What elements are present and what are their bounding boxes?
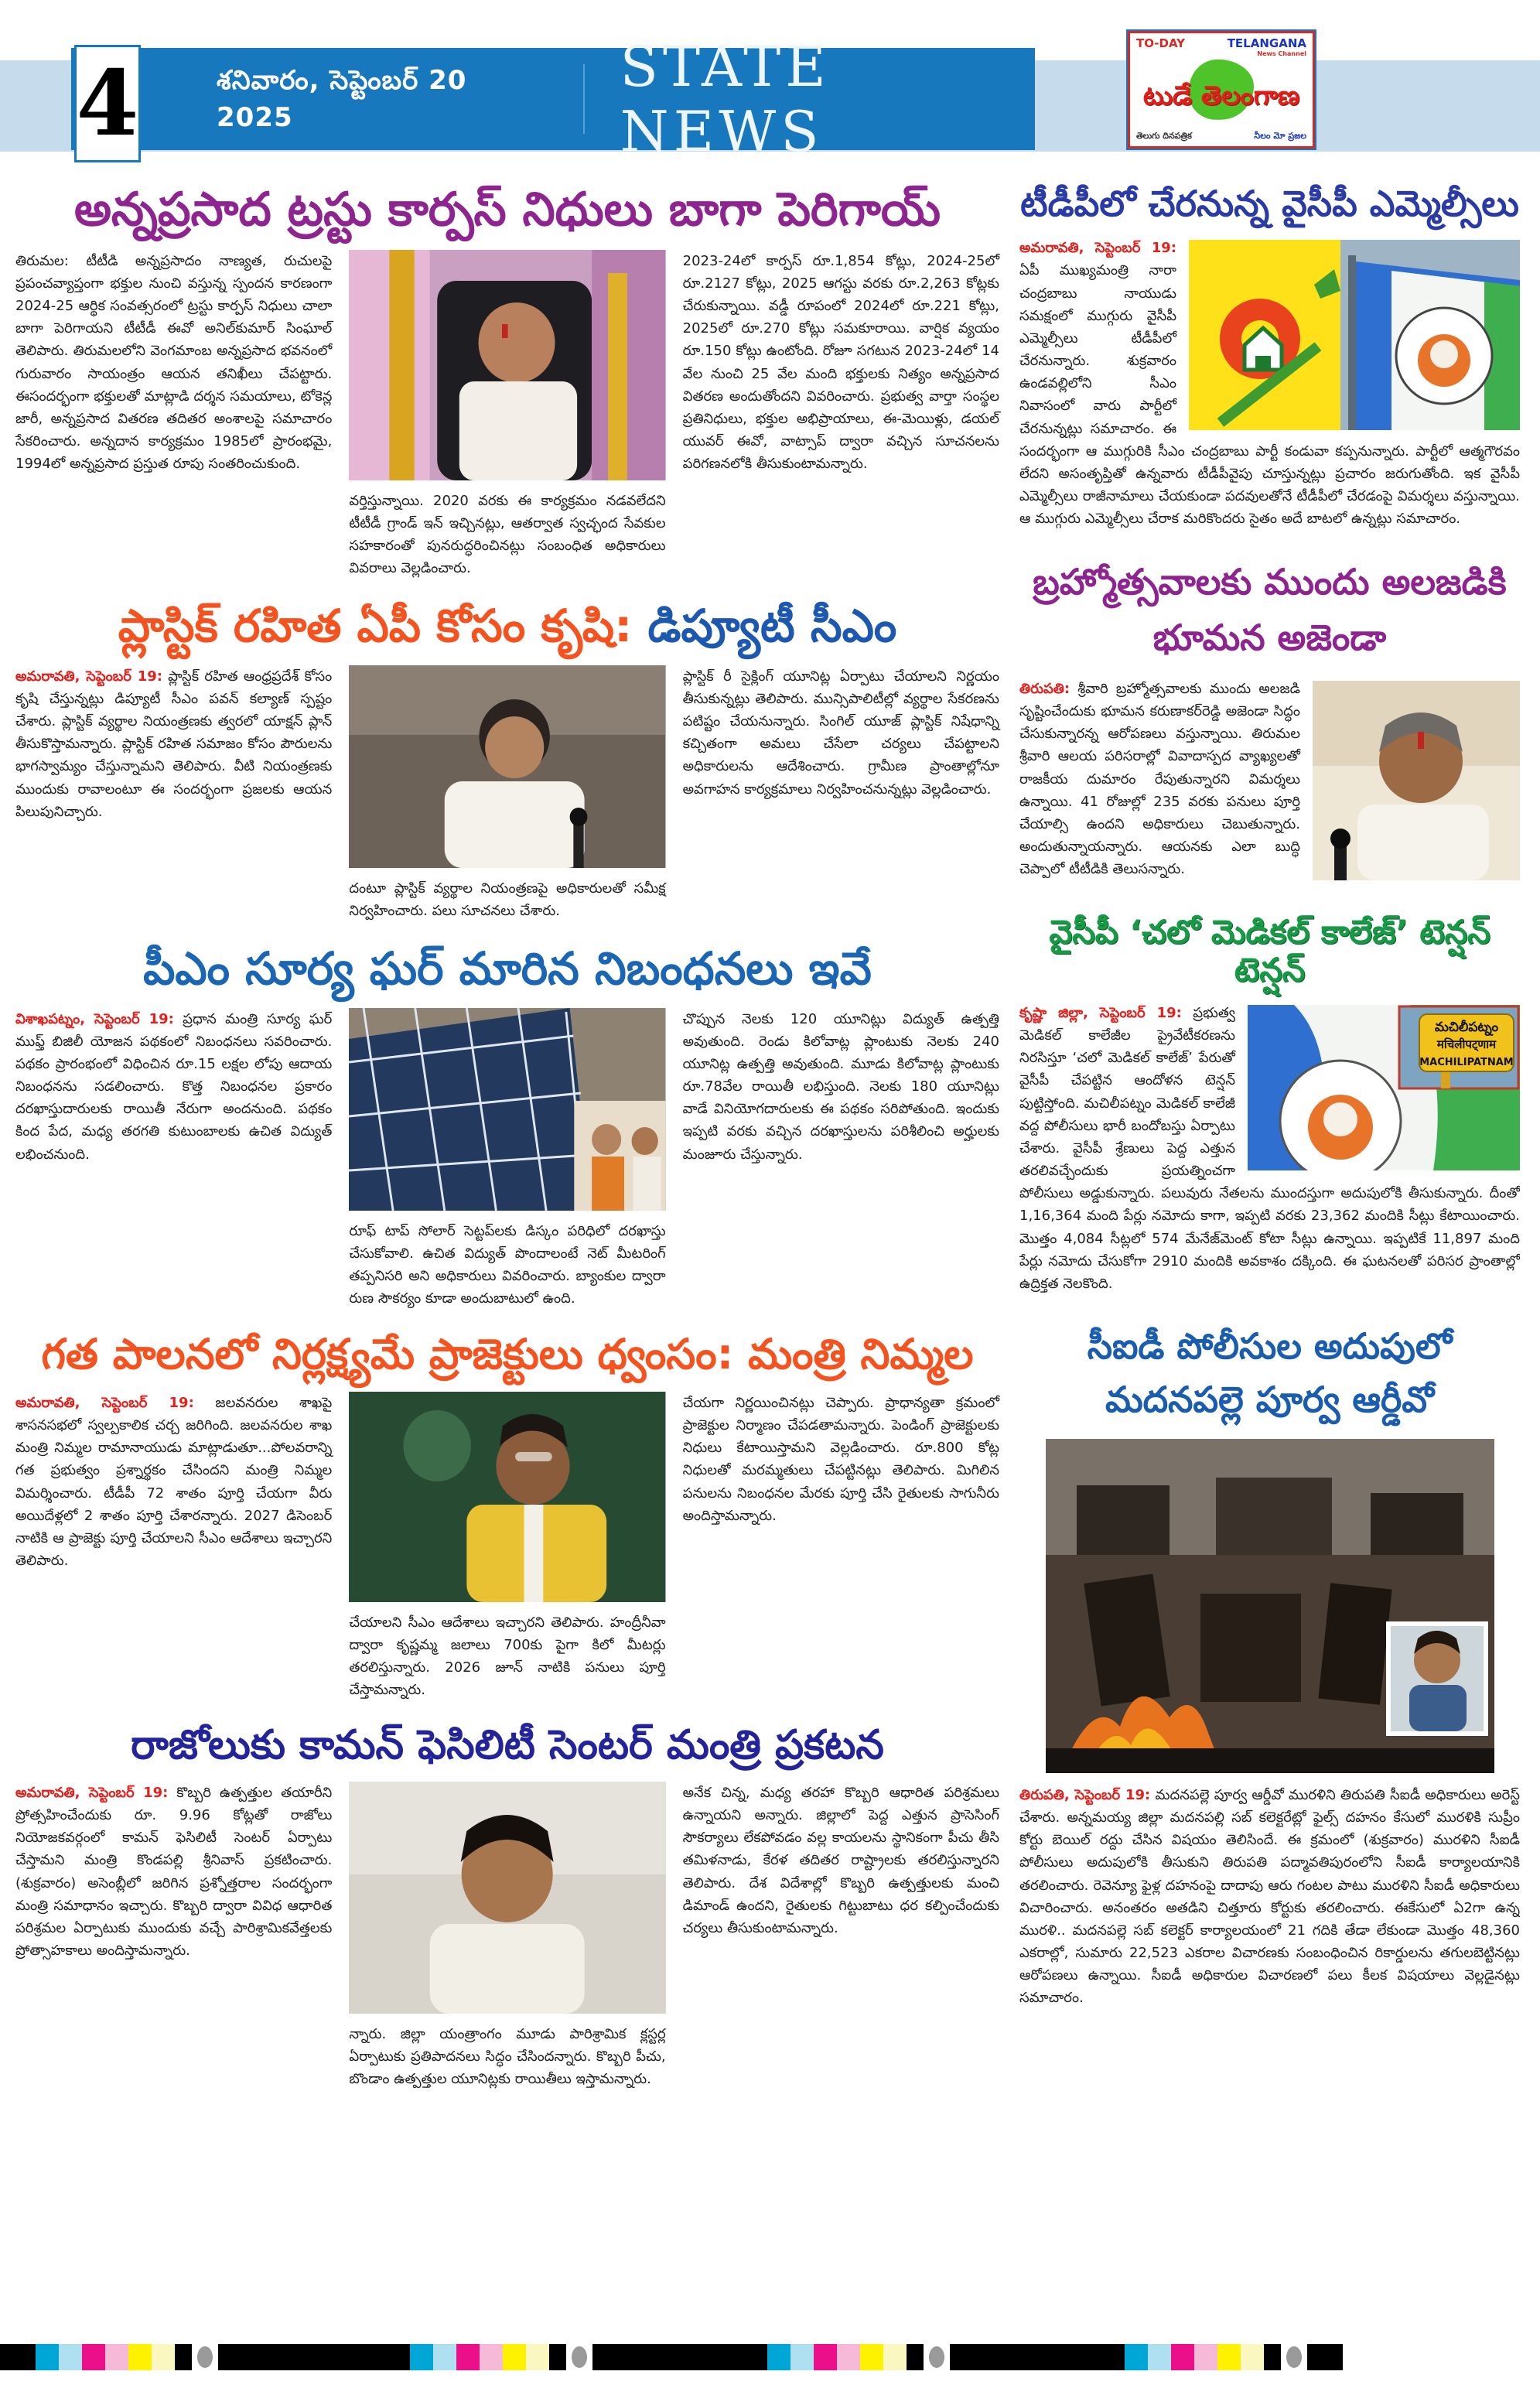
article-headline: అన్నప్రసాద ట్రస్టు కార్పస్ నిధులు బాగా పెరిగాయ్: [73, 183, 941, 237]
dateline: అమరావతి, సెప్టెంబర్ 19:: [15, 1784, 169, 1801]
svg-text:మచిలీపట్నం: మచిలీపట్నం: [1434, 1019, 1499, 1035]
article-headline: వైసీపీ ‘చలో మెడికల్ కాలేజ్’ టెన్షన్ టెన్షన్: [1049, 912, 1490, 989]
article-projects-neglect: [15, 1330, 999, 1701]
article-headline: రాజోలుకు కామన్ ఫెసిలిటీ సెంటర్ మంత్రి ప్రకటన: [131, 1721, 884, 1768]
dateline: తిరుపతి:: [1019, 680, 1070, 697]
article-headline: పీఎం సూర్య ఘర్ మారిన నిబంధనలు ఇవే: [143, 942, 872, 996]
article-headline: టీడీపీలో చేరనున్న వైసీపీ ఎమ్మెల్సీలు: [1020, 183, 1519, 224]
dateline: తిరుపతి, సెప్టెంబర్ 19:: [1019, 1787, 1151, 1804]
article-headline: బ్రహ్మోత్సవాలకు ముందు అలజడికి భూమన అజెండా: [1033, 561, 1507, 658]
article-text: తిరుపతి, సెప్టెంబర్ 19: మదనపల్లె పూర్వ ఆర్డీవో మురళిని తిరుపతి సీఐడీ అధికారులు అరెస్ట్ చేశారు. అన్నమయ్య జిల్లా మదనపల్లి సబ్ కలెక్టరేట్లో ఫైల్స్ దహనం కేసులో మురళికి సుప్రీం కోర్టు బెయిల్ రద్దు చేసిన విషయం తెలిసిందే. ఈ క్రమంలో (శుక్రవారం) మురళిని సీఐడీ పోలీసులు అదుపులోకి తీసుకుని తిరుపతి పద్మావతిపురంలోని సీఐడీ కార్యాలయానికి తరలించారు. రెవెన్యూ ఫైళ్ల దహనంపై దాదాపు ఆరు గంటల పాటు మురళిని సీఐడీ అధికారులు విచారించారు. అనంతరం అతడిని చిత్తూరు కోర్టుకు తరలించారు. ఈకేసులో ఏ2గా ఉన్న మురళి.. మదనపల్లె సబ్ కలెక్టర్ కార్యాలయంలో 21 గదికి తేడా లేకుండా మొత్తం 48,360 ఎకరాల్లో, సుమారు 22,523 ఎకరాల విచారణకు సంబంధించిన రికార్డులను తగులబెట్టినట్లు ఆరోపణలు ఉన్నాయి. సీఐడీ అధికారుల విచారణలో పలు కీలక విషయాలు వెల్లడైనట్లు సమాచారం.: [1019, 1787, 1520, 2007]
article-plastic-free-ap: [15, 600, 999, 922]
article-text-col2: రూఫ్ టాప్ సోలార్ సెట్టప్‌లకు డిస్కం పరిధిలో దరఖాస్తు చేసుకోవాలి. ఉచిత విద్యుత్ పొందాలంటే నెట్ మీటరింగ్ తప్పనిసరి అని అధికారులు వివరించారు. బ్యాంకుల ద్వారా రుణ సౌకర్యం కూడా అందుబాటులో ఉంది.: [349, 1222, 666, 1307]
pawan-kalyan-photo: [349, 665, 665, 868]
article-text-col3: చేయగా నిర్ణయించినట్లు చెప్పారు. ప్రాధాన్యతా క్రమంలో ప్రాజెక్టుల నిర్మాణం చేపడతామన్నారు. పెండింగ్ ప్రాజెక్టులకు నిధులు కేటాయిస్తామని వెల్లడించారు. రూ.800 కోట్ల నిధులతో మరమ్మతులు చేపట్టినట్లు తెలిపారు. మిగిలిన పనులను నిబంధనల మేరకు పూర్తి చేసి రైతులకు సాగునీరు అందిస్తామన్నారు.: [682, 1394, 999, 1524]
tdp-ysrcp-flags-photo: [1189, 240, 1520, 430]
article-bhumana-agenda: [1019, 547, 1520, 888]
article-text-col3: 2023-24లో కార్పస్ రూ.1,854 కోట్లు, 2024-25లో రూ.2127 కోట్లు, 2025 ఆగస్టు వరకు రూ.2,263 కోట్లకు చేరుకున్నాయి. వడ్డీ రూపంలో 2024లో రూ.221 కోట్లు, 2025లో రూ.270 కోట్లు సమకూరాయి. వార్షిక వ్యయం రూ.150 కోట్లు ఉంటోంది. రోజూ సగటున 2023-24లో 14 వేల నుంచి 25 వేల మంది భక్తులకు నిత్యం అన్నప్రసాద వితరణ అందుతోందని వివరించారు. ప్రభుత్వ వార్తా సంస్థల ప్రతినిధులు, భక్తుల అభిప్రాయాలు, ఈ-మెయిళ్లు, డయల్ యువర్ ఈవో, వాట్సాప్ ద్వారా వచ్చిన సూచనలను పరిగణనలోకి తీసుకుంటామన్నారు.: [682, 252, 999, 473]
calibration-group: [0, 2344, 393, 2370]
article-text-col2: చేయాలని సీఎం ఆదేశాలు ఇచ్చారని తెలిపారు. హంద్రీనీవా ద్వారా కృష్ణమ్మ జలాలు 700కు పైగా కిలో మీటర్లు తరలిస్తున్నారు. 2026 జూన్ నాటికి పనులు పూర్తి చేస్తామన్నారు.: [349, 1614, 666, 1699]
article-text-col2: న్నారు. జిల్లా యంత్రాంగం మూడు పారిశ్రామిక క్లస్టర్ల ఏర్పాటుకు ప్రతిపాదనలు సిద్ధం చేసిందన్నారు. కొబ్బరి పీచు, బొండాం ఉత్పత్తుల యూనిట్లకు రాయితీలు ఇస్తామన్నారు.: [349, 2025, 666, 2088]
calibration-group: [767, 2344, 1125, 2370]
dateline: అమరావతి, సెప్టెంబర్ 19:: [1019, 240, 1176, 257]
color-calibration-bar: [0, 2342, 1540, 2373]
edition-date: శనివారం, సెప్టెంబర్ 20 2025: [217, 65, 467, 133]
burnt-office-fire-photo: [1046, 1439, 1494, 1773]
svg-text:MACHILIPATNAM: MACHILIPATNAM: [1419, 1056, 1514, 1068]
dateline: అమరావతి, సెప్టెంబర్ 19:: [15, 1394, 194, 1411]
article-text-col1: తిరుమల: టీటీడి అన్నప్రసాదం నాణ్యత, రుచులపై ప్రపంచవ్యాప్తంగా భక్తుల నుంచి వస్తున్న స్పందన కారణంగా 2024-25 ఆర్థిక సంవత్సరంలో ట్రస్టు కార్పస్ నిధులు చాలా బాగా పెరిగాయని టీటీడీ ఈవో అనిల్‌కుమార్ సింఘాల్ తెలిపారు. తిరుమలలోని వెంగమాంబ అన్నప్రసాద భవనంలో గురువారం సాయంత్రం ఆయన తనిఖీలు చేపట్టారు. ఈసందర్భంగా భక్తులతో మాట్లాడి దర్శన సమయాలు, టోకెన్ల జారీ, అన్నప్రసాద వితరణ తదితర అంశాలపై సమాచారం సేకరించారు. అన్నదాన కార్యక్రమం 1985లో ప్రారంభమై, 1994లో అన్నప్రసాద ప్రస్తుత రూపు సంతరించుకుంది.: [15, 252, 333, 473]
page-number: 4: [76, 51, 139, 156]
article-rajolu-facility-center: [15, 1722, 999, 2091]
dateline: కృష్ణా జిల్లా, సెప్టెంబర్ 19:: [1019, 1004, 1182, 1021]
bhumana-portrait-photo: [1313, 681, 1520, 880]
minister-nimmala-photo: [349, 1392, 665, 1602]
arrested-officer-inset: [1386, 1621, 1488, 1736]
article-text-col1: అమరావతి, సెప్టెంబర్ 19: జలవనరుల శాఖపై శాసనసభలో స్వల్పకాలిక చర్చ జరిగింది. జలవనరుల శాఖ మంత్రి నిమ్మల రామానాయుడు మాట్లాడుతూ...పోలవరాన్ని గత ప్రభుత్వం ప్రశ్నార్థకం చేసిందని మంత్రి నిమ్మల విమర్శించారు. టీడీపీ 72 శాతం పూర్తి చేయగా వీరు అయిదేళ్లలో 2 శాతం పూర్తి చేశారన్నారు. 2027 డిసెంబర్ నాటికి ఆ ప్రాజెక్టు పూర్తి చేయాలని సీఎం ఆదేశాలు ఇచ్చారని తెలిపారు.: [15, 1394, 333, 1570]
machilipatnam-sign: [1399, 1006, 1518, 1088]
dateline: అమరావతి, సెప్టెంబర్ 19:: [15, 668, 162, 685]
article-annaprasad-trust: [15, 183, 999, 579]
dateline: విశాఖపట్నం, సెప్టెంబర్ 19:: [15, 1010, 174, 1027]
logo-script-text: టుడే తెలంగాణ: [1142, 80, 1300, 111]
article-text: తిరుపతి: శ్రీవారి బ్రహ్మోత్సవాలకు ముందు అలజడి సృష్టించేందుకు భూమన కరుణాకర్‌రెడ్డి అజెండా సిద్ధం చేసుకున్నారన్న ఆరోపణలు వస్తున్నాయి. తిరుమల శ్రీవారి ఆలయ పరిసరాల్లో వివాదాస్పద వ్యాఖ్యలతో రాజకీయ దుమారం రేపుతున్నారని విమర్శలు ఉన్నాయి. 41 రోజుల్లో 235 వరకు పనులు పూర్తి చేయాల్సి ఉందని అధికారులు చెబుతున్నారు. అందుతున్నాయన్నారు. ఆయనకు ఎలా బుద్ధి చెప్పాలో టీటీడికి తెలుసన్నారు.: [1019, 680, 1300, 878]
masthead: [0, 0, 1540, 164]
newspaper-logo: [1128, 31, 1315, 149]
calibration-group: [1125, 2344, 1343, 2370]
logo-today-text: TO-DAY: [1136, 36, 1185, 50]
article-text-col2: వర్తిస్తున్నాయి. 2020 వరకు ఈ కార్యక్రమం నడవలేదని టీటీడీ గ్రాండ్ ఇన్ ఇచ్చినట్లు, ఆతర్వాత స్వచ్ఛంద సేవకుల సహకారంతో పునరుద్ధరించినట్లు సంబంధిత అధికారులు వివరాలు వెల్లడించారు.: [349, 492, 666, 577]
ysrcp-flag-machilipatnam-photo: [1248, 1005, 1520, 1170]
logo-tagline-right: నీలం మో ప్రజల: [1254, 131, 1306, 141]
article-text-col3: అనేక చిన్న, మధ్య తరహా కొబ్బరి ఆధారిత పరిశ్రమలు ఉన్నాయని అన్నారు. జిల్లాలో పెద్ద ఎత్తున ప్రాసెసింగ్ సౌకర్యాలు లేకపోవడం వల్ల కాయలను స్థానికంగా పీచు తీసి తమిళనాడు, కేరళ తదితర రాష్ట్రాలకు తరలిస్తున్నారని తెలిపారు. దేశ విదేశాల్లో కొబ్బరి ఉత్పత్తులకు మంచి డిమాండ్ ఉందని, రైతులకు గిట్టుబాటు ధర కల్పించేందుకు చర్యలు తీసుకుంటామన్నారు.: [682, 1784, 999, 1936]
right-column: [1019, 175, 1520, 2328]
article-text-col3: ప్లాస్టిక్ రీ సైక్లింగ్ యూనిట్ల ఏర్పాటు చేయాలని నిర్ణయం తీసుకున్నట్లు తెలిపారు. మున్సిపాలిటీల్లో వ్యర్థాల సేకరణను పటిష్టం చేయనున్నారు. సింగిల్ యూజ్ ప్లాస్టిక్ నిషేధాన్ని కచ్చితంగా అమలు చేసేలా చర్యలు చేపట్టాలని అధికారులను ఆదేశించారు. గ్రామీణ ప్రాంతాల్లోనూ అవగాహన కార్యక్రమాలు నిర్వహించనున్నట్లు వెల్లడించారు.: [682, 668, 999, 798]
article-text-col1: అమరావతి, సెప్టెంబర్ 19: ప్లాస్టిక్ రహిత ఆంధ్రప్రదేశ్ కోసం కృషి చేస్తున్నట్లు డిప్యూటీ సీఎం పవన్ కల్యాణ్ స్పష్టం చేశారు. ప్లాస్టిక్ వ్యర్థాల నియంత్రణకు త్వరలో యాక్షన్ ప్లాన్ తీసుకొస్తామన్నారు. ప్లాస్టిక్ రహిత సమాజం కోసం పౌరులను భాగస్వామ్యం చేస్తున్నామని తెలిపారు. వీటి నియంత్రణకు ముందుకు రావాలంటూ ఈ సందర్భంగా ప్రజలకు ఆయన పిలుపునిచ్చారు.: [15, 668, 333, 820]
masthead-bar: [71, 34, 1035, 164]
logo-subtitle: News Channel: [1257, 50, 1306, 57]
article-headline: సీఐడీ పోలీసుల అదుపులో మదనపల్లె పూర్వ ఆర్డీవో: [1087, 1325, 1453, 1421]
page-content: [0, 164, 1540, 2328]
article-text: కృష్ణా జిల్లా, సెప్టెంబర్ 19: ప్రభుత్వ మెడికల్ కాలేజీల ప్రైవేటీకరణను నిరసిస్తూ ‘చలో మెడికల్ కాలేజ్’ పేరుతో వైసీపీ చేపట్టిన ఆందోళన టెన్షన్ పుట్టిస్తోంది. మచిలీపట్నం మెడికల్ కాలేజీ వద్ద పోలీసులు భారీ బందోబస్తు ఏర్పాటు చేశారు. వైసీపీ శ్రేణులు పెద్ద ఎత్తున తరలివచ్చేందుకు ప్రయత్నించగా పోలీసులు అడ్డుకున్నారు. పలువురు నేతలను ముందస్తుగా అదుపులోకి తీసుకున్నారు. దీంతో 1,16,364 మంది పేర్లు నమోదు కాగా, ఇప్పటి వరకు 23,362 మందికి సీట్లు కేటాయించారు. మొత్తం 4,084 సీట్లలో 574 మేనేజ్‌మెంట్ కోటా సీట్లు ఉన్నాయి. ఇప్పటికే 11,897 మంది పేర్లు నమోదు చేసుకోగా 2910 మందికి అవకాశం దక్కింది. ఈ ఘటనలతో పరిసర ప్రాంతాల్లో ఉద్రిక్తత నెలకొంది.: [1019, 1004, 1520, 1292]
article-pm-surya-ghar: [15, 942, 999, 1310]
logo-telangana-text: TELANGANA News Channel: [1227, 36, 1306, 57]
solar-panels-photo: [349, 1008, 665, 1211]
svg-text:मचिलीपट्णाम: मचिलीपट्णाम: [1436, 1037, 1497, 1051]
section-title: STATE NEWS: [620, 34, 831, 164]
page-number-box: [74, 45, 141, 162]
article-text: అమరావతి, సెప్టెంబర్ 19: ఏపీ ముఖ్యమంత్రి నారా చంద్రబాబు నాయుడు సమక్షంలో ముగ్గురు వైసీపీ ఎమ్మెల్సీలు టీడీపీలో చేరనున్నారు. శుక్రవారం ఉండవల్లిలోని సీఎం నివాసంలో వారు పార్టీలో చేరనున్నట్లు సమాచారం. ఈ సందర్భంగా ఆ ముగ్గురికి సీఎం చంద్రబాబు పార్టీ కండువా కప్పనున్నారు. పార్టీలో ఆత్మగౌరవం లేదని అసంతృప్తితో ఉన్నవారు టీడీపీవైపు చూస్తున్నట్లు ప్రచారం జరుగుతోంది. ఇక వైసీపీ ఎమ్మెల్సీలు రాజీనామాలు చేయకుండా పదవులతోనే టీడీపీలో చేరడంపై విమర్శలు వస్తున్నాయి. ఆ ముగ్గురు ఎమ్మెల్సీలు చేరాక మరికొందరు సైతం అదే బాటలో ఉన్నట్లు సమాచారం.: [1019, 240, 1520, 528]
masthead-divider: [583, 64, 585, 134]
article-headline: గత పాలనలో నిర్లక్ష్యమే ప్రాజెక్టులు ధ్వంసం: మంత్రి నిమ్మల: [41, 1330, 974, 1379]
calibration-group: [393, 2344, 767, 2370]
article-chalo-medical-college: [1019, 905, 1520, 1295]
article-headline: ప్లాస్టిక్ రహిత ఏపీ కోసం కృషి: డిప్యూటీ సీఎం: [118, 600, 897, 653]
article-text-col2: దంటూ ప్లాస్టిక్ వ్యర్థాల నియంత్రణపై అధికారులతో సమీక్ష నిర్వహించారు. పలు సూచనలు చేశారు.: [349, 880, 666, 920]
minister-kondapalli-photo: [349, 1782, 665, 2014]
article-text-col1: విశాఖపట్నం, సెప్టెంబర్ 19: ప్రధాన మంత్రి సూర్య ఘర్ ముఫ్త్ బిజిలీ యోజన పథకంలో నిబంధనలు సవరించారు. పథకం ప్రారంభంలో విధించిన రూ.15 లక్షల లోపు ఆదాయ నిబంధనను సడలించారు. కొత్త నిబంధనల ప్రకారం దరఖాస్తుదారులకు రాయితీ నేరుగా అందనుంది. పథకం కింద పేద, మధ్య తరగతి కుటుంబాలకు ఉచిత విద్యుత్ లభించనుంది.: [15, 1010, 333, 1163]
left-column: [15, 175, 999, 2328]
article-text-col3: చొప్పున నెలకు 120 యూనిట్లు విద్యుత్ ఉత్పత్తి అవుతుంది. రెండు కిలోవాట్ల ప్లాంటుకు నెలకు 240 యూనిట్ల ఉత్పత్తి అవుతుంది. మూడు కిలోవాట్ల ప్లాంటుకు రూ.78వేల రాయితీ లభిస్తుంది. నెలకు 180 యూనిట్లు వాడే వినియోగదారులకు ఈ పథకం సరిపోతుంది. ఇందుకు ఇప్పటి వరకు వచ్చిన దరఖాస్తులను పరిశీలించి అర్హులకు మంజూరు చేస్తున్నారు.: [682, 1010, 999, 1163]
logo-tagline-left: తెలుగు దినపత్రిక: [1136, 131, 1192, 141]
article-cid-arrest-rdo: [1019, 1312, 1520, 2010]
article-ysrcp-mlcs-joining-tdp: [1019, 175, 1520, 530]
ttd-eo-photo: [349, 250, 665, 480]
article-text-col1: అమరావతి, సెప్టెంబర్ 19: కొబ్బరి ఉత్పత్తుల తయారీని ప్రోత్సహించేందుకు రూ. 9.96 కోట్లతో రాజోలు నియోజకవర్గంలో కామన్ ఫెసిలిటీ సెంటర్ ఏర్పాటు చేస్తామని మంత్రి కొండపల్లి శ్రీనివాస్ ప్రకటించారు. (శుక్రవారం) అసెంబ్లీలో జరిగిన ప్రశ్నోత్తరాల సందర్భంగా మంత్రి సమాధానం ఇచ్చారు. కొబ్బరి ద్వారా వివిధ ఆధారిత పరిశ్రమల ఏర్పాటుకు ముందుకు వచ్చే పారిశ్రామికవేత్తలకు ప్రోత్సాహకాలు అందిస్తామన్నారు.: [15, 1784, 333, 1960]
